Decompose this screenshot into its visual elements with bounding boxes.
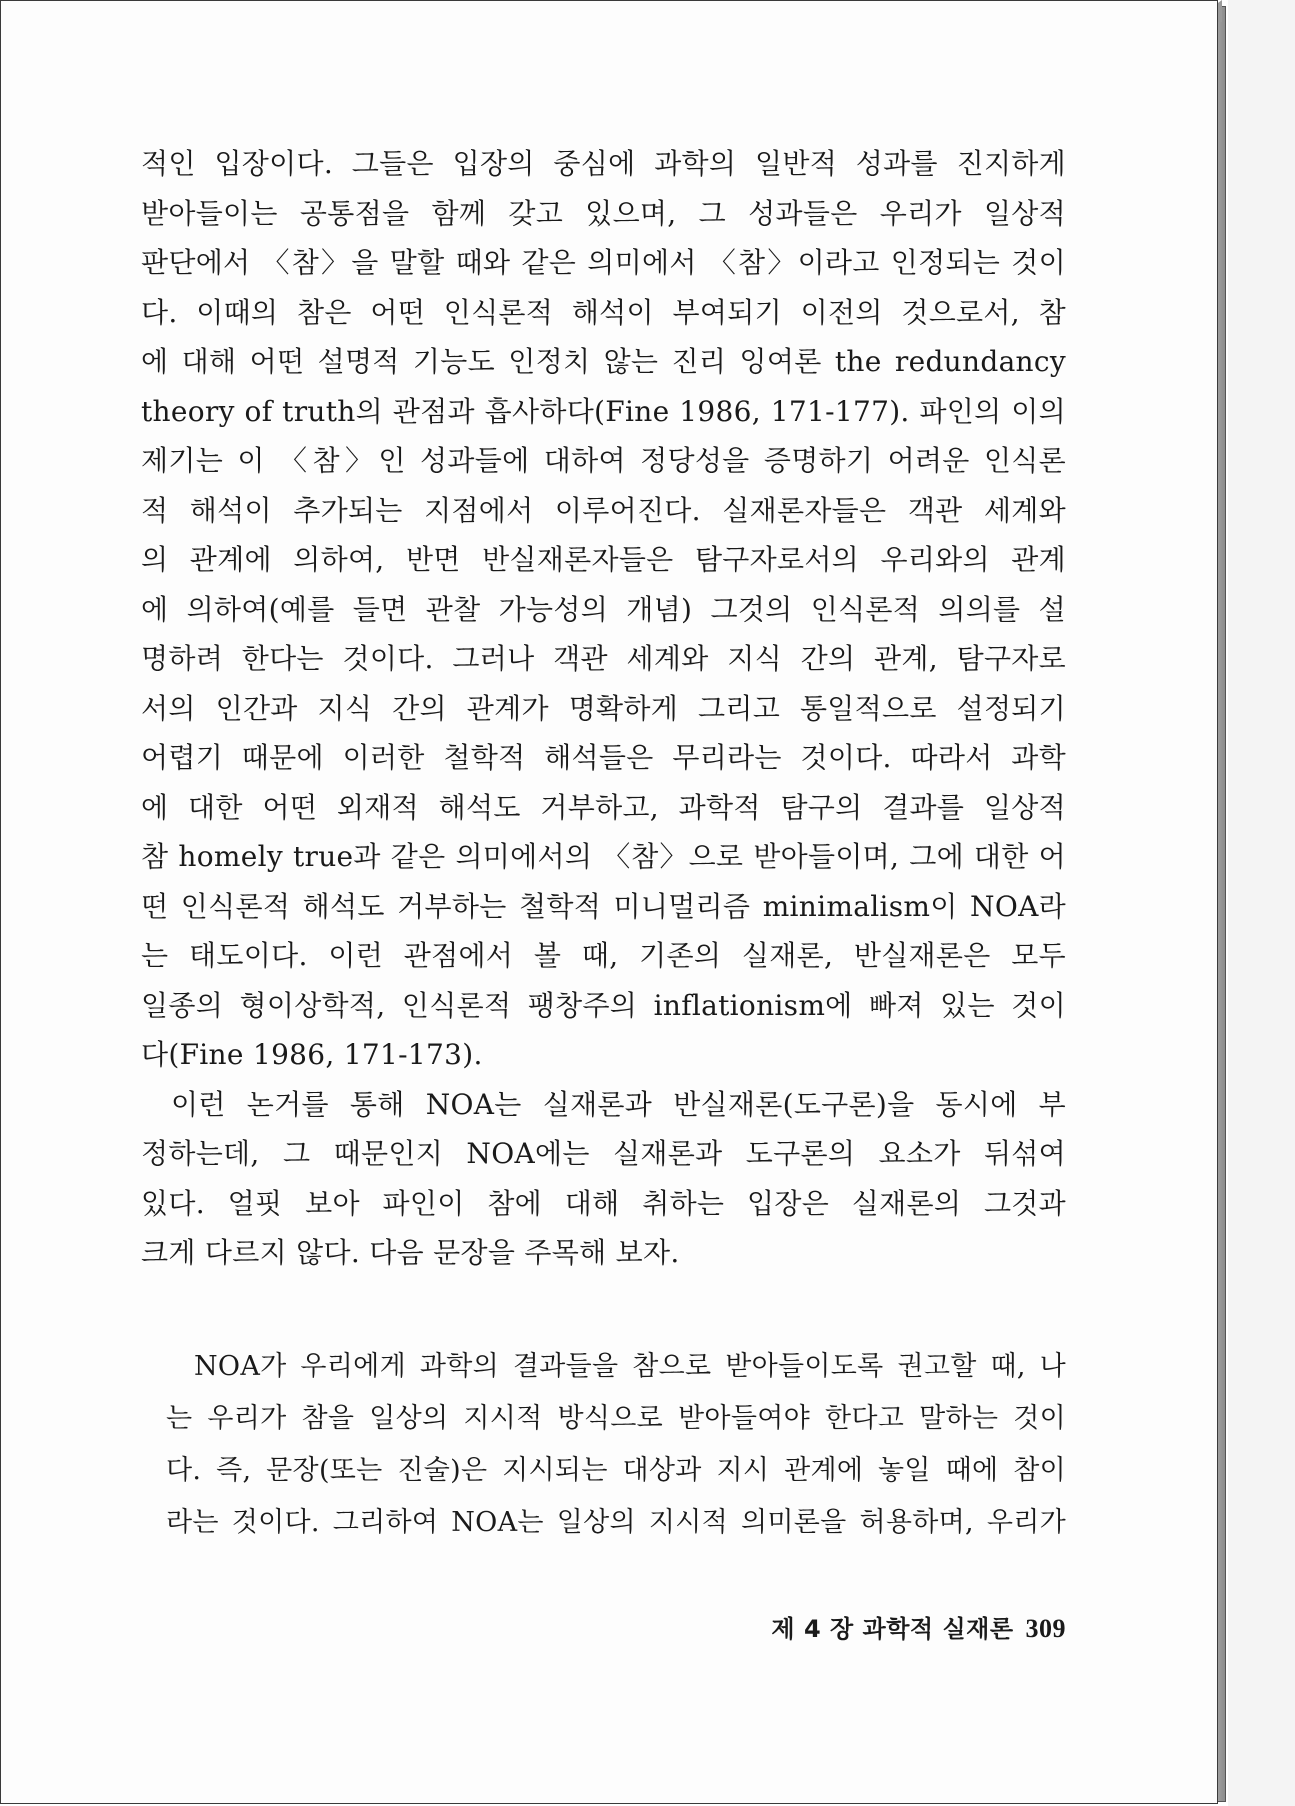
- text-line: 에 의하여(예를 들면 관찰 가능성의 개념) 그것의 인식론적 의의를 설: [141, 592, 1066, 626]
- text-line: 떤 인식론적 해석도 거부하는 철학적 미니멀리즘 minimalism이 NOA라: [141, 889, 1066, 923]
- text-line: 적 해석이 추가되는 지점에서 이루어진다. 실재론자들은 객관 세계와: [141, 493, 1066, 527]
- text-line: 어렵기 때문에 이러한 철학적 해석들은 무리라는 것이다. 따라서 과학: [141, 741, 1066, 774]
- text-line: 다(Fine 1986, 171-173).: [141, 1038, 483, 1071]
- text-line: 는 태도이다. 이런 관점에서 볼 때, 기존의 실재론, 반실재론은 모두: [141, 939, 1066, 972]
- text-line: 판단에서 〈참〉을 말할 때와 같은 의미에서 〈참〉이라고 인정되는 것이: [141, 246, 1066, 279]
- quote-line: NOA가 우리에게 과학의 결과들을 참으로 받아들이도록 권고할 때, 나: [194, 1351, 1066, 1382]
- text-line: 서의 인간과 지식 간의 관계가 명확하게 그리고 통일적으로 설정되기: [141, 691, 1066, 725]
- text-line: 정하는데, 그 때문인지 NOA에는 실재론과 도구론의 요소가 뒤섞여: [141, 1137, 1066, 1170]
- text-line: 있다. 얼핏 보아 파인이 참에 대해 취하는 입장은 실재론의 그것과: [141, 1186, 1066, 1220]
- text-line: 참 homely true과 같은 의미에서의 〈참〉으로 받아들이며, 그에 대한 어: [141, 840, 1066, 873]
- text-line: 에 대한 어떤 외재적 해석도 거부하고, 과학적 탐구의 결과를 일상적: [141, 790, 1066, 824]
- text-line: 다. 이때의 참은 어떤 인식론적 해석이 부여되기 이전의 것으로서, 참: [141, 295, 1066, 329]
- quote-line: 다. 즉, 문장(또는 진술)은 지시되는 대상과 지시 관계에 놓일 때에 참이: [166, 1455, 1066, 1486]
- page-number: 309: [1025, 1614, 1066, 1643]
- text-line: 에 대해 어떤 설명적 기능도 인정치 않는 진리 잉여론 the redundancy: [141, 345, 1066, 378]
- text-line: 크게 다르지 않다. 다음 문장을 주목해 보자.: [141, 1236, 680, 1269]
- text-line: 적인 입장이다. 그들은 입장의 중심에 과학의 일반적 성과를 진지하게: [141, 147, 1066, 180]
- text-line: 제기는 이 〈참〉인 성과들에 대하여 정당성을 증명하기 어려운 인식론: [141, 444, 1066, 477]
- text-line: 의 관계에 의하여, 반면 반실재론자들은 탐구자로서의 우리와의 관계: [141, 543, 1066, 576]
- main-text: [141, 139, 1066, 1278]
- text-line: 받아들이는 공통점을 함께 갖고 있으며, 그 성과들은 우리가 일상적: [141, 196, 1066, 230]
- background-margin: [1228, 0, 1295, 1806]
- quote-line: 는 우리가 참을 일상의 지시적 방식으로 받아들여야 한다고 말하는 것이: [166, 1403, 1066, 1434]
- chapter-title: 제 4 장 과학적 실재론: [771, 1615, 1014, 1643]
- running-footer: [701, 1609, 1066, 1644]
- text-line: theory of truth의 관점과 흡사하다(Fine 1986, 171-177). 파인의 이의: [141, 394, 1066, 428]
- text-line: 이런 논거를 통해 NOA는 실재론과 반실재론(도구론)을 동시에 부: [171, 1087, 1066, 1121]
- text-line: 명하려 한다는 것이다. 그러나 객관 세계와 지식 간의 관계, 탐구자로: [141, 642, 1066, 675]
- quote-line: 라는 것이다. 그리하여 NOA는 일상의 지시적 의미론을 허용하며, 우리가: [166, 1507, 1066, 1538]
- block-quote: [166, 1341, 1066, 1549]
- text-line: 일종의 형이상학적, 인식론적 팽창주의 inflationism에 빠져 있는 것이: [141, 988, 1066, 1022]
